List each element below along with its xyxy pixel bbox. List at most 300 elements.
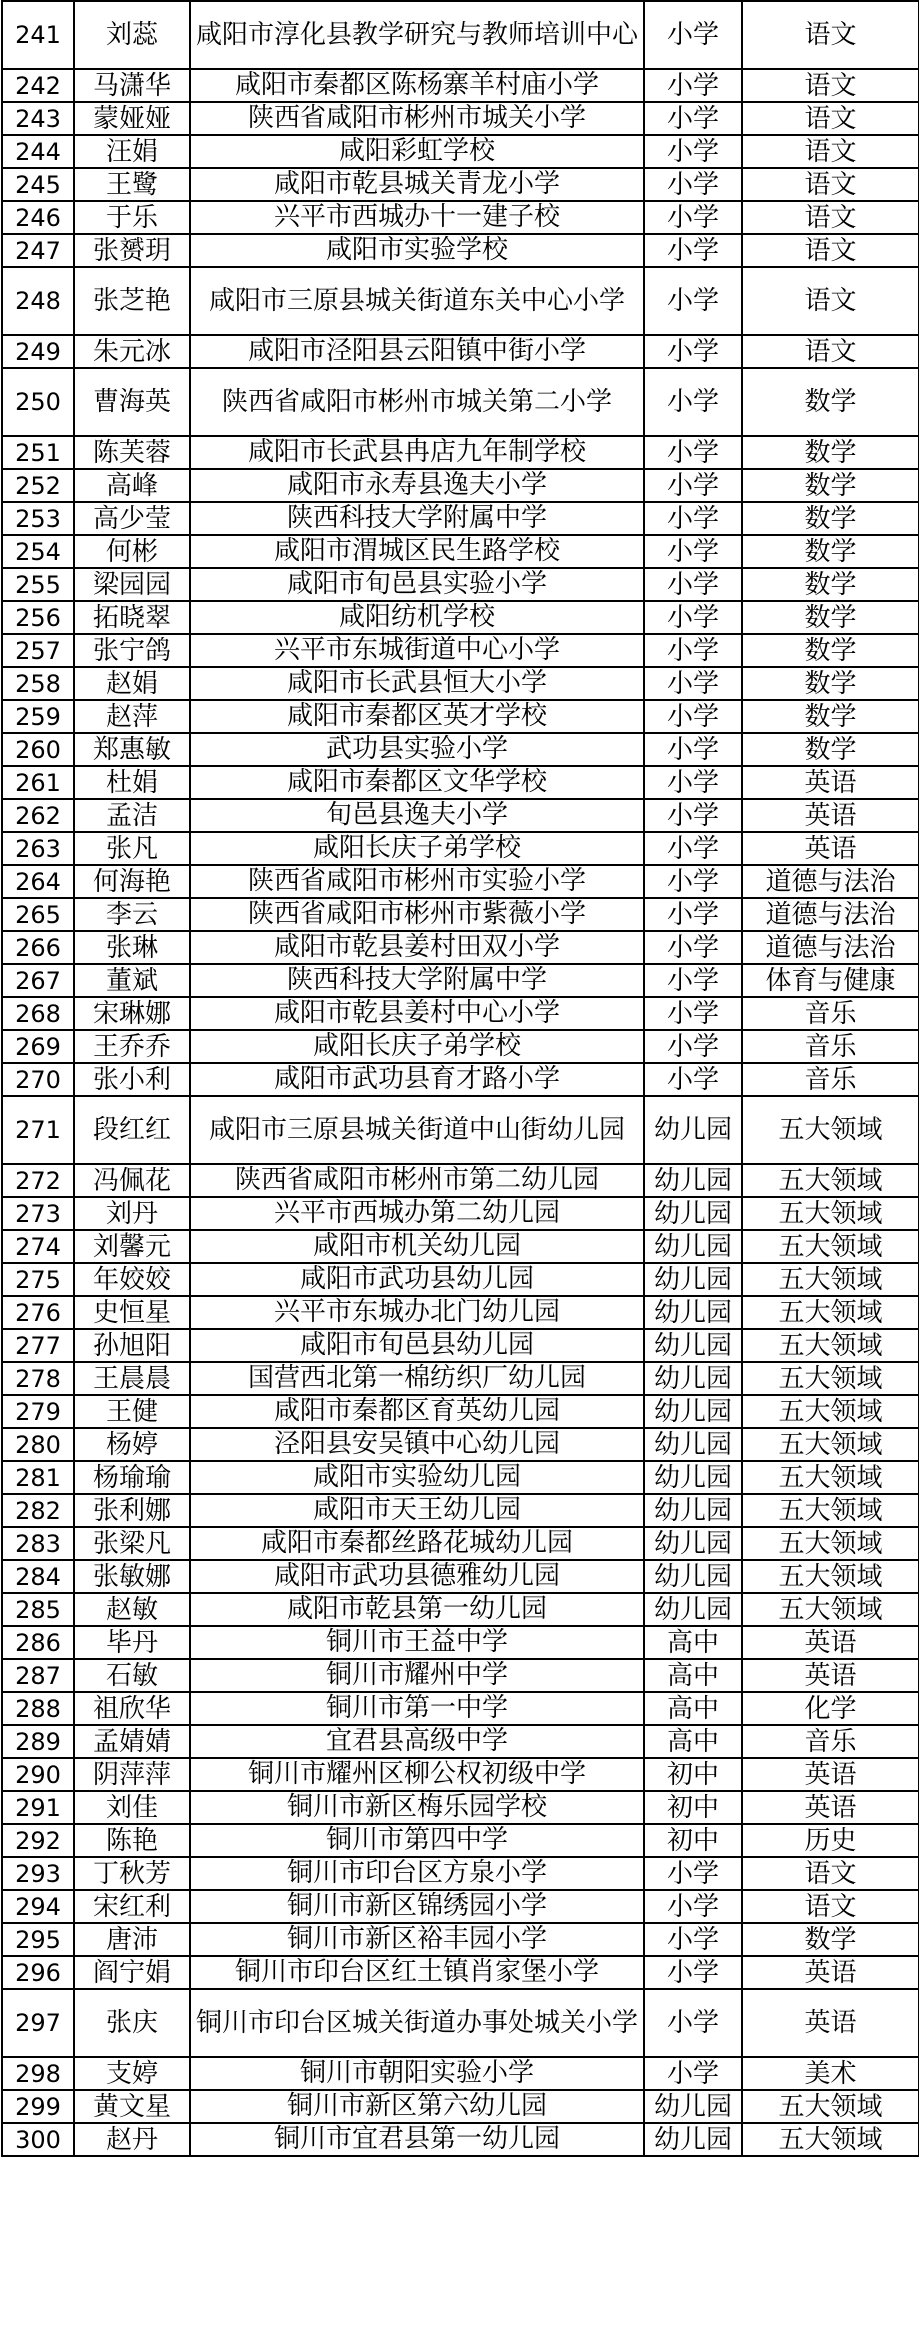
school-level-cell: 小学 [644, 436, 742, 469]
school-level-cell: 小学 [644, 335, 742, 368]
table-row [2, 1626, 919, 1659]
subject-cell: 五大领域 [742, 1428, 919, 1461]
table-row [2, 1791, 919, 1824]
school-name-cell: 兴平市东城办北门幼儿园 [190, 1296, 644, 1329]
subject-cell: 英语 [742, 1989, 919, 2057]
table-row [2, 535, 919, 568]
school-name-cell: 泾阳县安吴镇中心幼儿园 [190, 1428, 644, 1461]
table-row [2, 1857, 919, 1890]
subject-cell: 语文 [742, 335, 919, 368]
subject-cell: 语文 [742, 1857, 919, 1890]
subject-cell: 语文 [742, 168, 919, 201]
school-level-cell: 幼儿园 [644, 2090, 742, 2123]
table-row [2, 69, 919, 102]
row-number-cell: 277 [2, 1329, 74, 1362]
table-row [2, 964, 919, 997]
school-level-cell: 小学 [644, 469, 742, 502]
school-name-cell: 陕西省咸阳市彬州市城关小学 [190, 102, 644, 135]
table-body [2, 1, 919, 2156]
table-row [2, 1725, 919, 1758]
teacher-name-cell: 杜娟 [74, 766, 190, 799]
school-name-cell: 铜川市新区锦绣园小学 [190, 1890, 644, 1923]
school-name-cell: 咸阳市泾阳县云阳镇中街小学 [190, 335, 644, 368]
teacher-name-cell: 赵萍 [74, 700, 190, 733]
row-number-cell: 243 [2, 102, 74, 135]
table-row [2, 1, 919, 69]
school-level-cell: 小学 [644, 634, 742, 667]
row-number-cell: 257 [2, 634, 74, 667]
table-row [2, 267, 919, 335]
school-name-cell: 陕西科技大学附属中学 [190, 502, 644, 535]
subject-cell: 语文 [742, 267, 919, 335]
table-row [2, 2123, 919, 2156]
row-number-cell: 295 [2, 1923, 74, 1956]
table-row [2, 733, 919, 766]
school-name-cell: 咸阳长庆子弟学校 [190, 832, 644, 865]
row-number-cell: 250 [2, 368, 74, 436]
subject-cell: 英语 [742, 766, 919, 799]
school-level-cell: 小学 [644, 997, 742, 1030]
subject-cell: 数学 [742, 667, 919, 700]
teacher-name-cell: 张凡 [74, 832, 190, 865]
subject-cell: 道德与法治 [742, 865, 919, 898]
subject-cell: 五大领域 [742, 1527, 919, 1560]
row-number-cell: 278 [2, 1362, 74, 1395]
subject-cell: 五大领域 [742, 1593, 919, 1626]
teacher-name-cell: 高峰 [74, 469, 190, 502]
teacher-name-cell: 陈艳 [74, 1824, 190, 1857]
row-number-cell: 244 [2, 135, 74, 168]
table-row [2, 1890, 919, 1923]
school-level-cell: 小学 [644, 1030, 742, 1063]
row-number-cell: 290 [2, 1758, 74, 1791]
school-level-cell: 小学 [644, 267, 742, 335]
subject-cell: 语文 [742, 102, 919, 135]
school-level-cell: 小学 [644, 1063, 742, 1096]
table-row [2, 1560, 919, 1593]
row-number-cell: 291 [2, 1791, 74, 1824]
school-level-cell: 高中 [644, 1725, 742, 1758]
table-row [2, 234, 919, 267]
school-name-cell: 武功县实验小学 [190, 733, 644, 766]
teacher-name-cell: 张宁鸽 [74, 634, 190, 667]
school-level-cell: 小学 [644, 1890, 742, 1923]
teacher-name-cell: 王鹭 [74, 168, 190, 201]
school-name-cell: 咸阳纺机学校 [190, 601, 644, 634]
subject-cell: 五大领域 [742, 1296, 919, 1329]
row-number-cell: 264 [2, 865, 74, 898]
teacher-name-cell: 张敏娜 [74, 1560, 190, 1593]
row-number-cell: 252 [2, 469, 74, 502]
teacher-name-cell: 汪娟 [74, 135, 190, 168]
subject-cell: 五大领域 [742, 1362, 919, 1395]
school-name-cell: 咸阳市武功县育才路小学 [190, 1063, 644, 1096]
teacher-name-cell: 王乔乔 [74, 1030, 190, 1063]
teacher-name-cell: 张赟玥 [74, 234, 190, 267]
row-number-cell: 275 [2, 1263, 74, 1296]
teacher-name-cell: 郑惠敏 [74, 733, 190, 766]
school-name-cell: 咸阳市实验学校 [190, 234, 644, 267]
teacher-name-cell: 段红红 [74, 1096, 190, 1164]
row-number-cell: 279 [2, 1395, 74, 1428]
subject-cell: 数学 [742, 368, 919, 436]
school-name-cell: 铜川市朝阳实验小学 [190, 2057, 644, 2090]
row-number-cell: 298 [2, 2057, 74, 2090]
table-row [2, 1428, 919, 1461]
school-name-cell: 铜川市新区裕丰园小学 [190, 1923, 644, 1956]
table-row [2, 832, 919, 865]
school-level-cell: 初中 [644, 1824, 742, 1857]
subject-cell: 五大领域 [742, 1164, 919, 1197]
school-level-cell: 小学 [644, 1857, 742, 1890]
row-number-cell: 285 [2, 1593, 74, 1626]
table-row [2, 1824, 919, 1857]
row-number-cell: 283 [2, 1527, 74, 1560]
table-row [2, 168, 919, 201]
table-row [2, 335, 919, 368]
row-number-cell: 253 [2, 502, 74, 535]
subject-cell: 道德与法治 [742, 931, 919, 964]
school-level-cell: 小学 [644, 766, 742, 799]
row-number-cell: 289 [2, 1725, 74, 1758]
school-name-cell: 铜川市新区第六幼儿园 [190, 2090, 644, 2123]
school-name-cell: 咸阳市机关幼儿园 [190, 1230, 644, 1263]
subject-cell: 历史 [742, 1824, 919, 1857]
table-row [2, 865, 919, 898]
school-level-cell: 小学 [644, 865, 742, 898]
row-number-cell: 256 [2, 601, 74, 634]
subject-cell: 英语 [742, 1758, 919, 1791]
school-level-cell: 初中 [644, 1758, 742, 1791]
teacher-name-cell: 曹海英 [74, 368, 190, 436]
teacher-name-cell: 张琳 [74, 931, 190, 964]
row-number-cell: 247 [2, 234, 74, 267]
table-row [2, 1063, 919, 1096]
school-name-cell: 铜川市第四中学 [190, 1824, 644, 1857]
school-level-cell: 幼儿园 [644, 1329, 742, 1362]
school-name-cell: 咸阳市乾县姜村中心小学 [190, 997, 644, 1030]
school-name-cell: 咸阳市渭城区民生路学校 [190, 535, 644, 568]
school-level-cell: 幼儿园 [644, 1428, 742, 1461]
table-row [2, 667, 919, 700]
school-level-cell: 小学 [644, 368, 742, 436]
table-row [2, 1096, 919, 1164]
teacher-name-cell: 阎宁娟 [74, 1956, 190, 1989]
teacher-name-cell: 张芝艳 [74, 267, 190, 335]
school-name-cell: 铜川市新区梅乐园学校 [190, 1791, 644, 1824]
table-row [2, 1659, 919, 1692]
school-name-cell: 咸阳市武功县德雅幼儿园 [190, 1560, 644, 1593]
row-number-cell: 251 [2, 436, 74, 469]
subject-cell: 英语 [742, 1791, 919, 1824]
school-name-cell: 兴平市东城街道中心小学 [190, 634, 644, 667]
teacher-name-cell: 张利娜 [74, 1494, 190, 1527]
table-row [2, 201, 919, 234]
teacher-name-cell: 李云 [74, 898, 190, 931]
school-name-cell: 咸阳市永寿县逸夫小学 [190, 469, 644, 502]
subject-cell: 英语 [742, 1626, 919, 1659]
school-name-cell: 咸阳市实验幼儿园 [190, 1461, 644, 1494]
school-level-cell: 初中 [644, 1791, 742, 1824]
subject-cell: 数学 [742, 733, 919, 766]
subject-cell: 五大领域 [742, 1329, 919, 1362]
school-name-cell: 陕西省咸阳市彬州市城关第二小学 [190, 368, 644, 436]
row-number-cell: 294 [2, 1890, 74, 1923]
table-row [2, 2057, 919, 2090]
school-level-cell: 幼儿园 [644, 2123, 742, 2156]
table-row [2, 1461, 919, 1494]
school-level-cell: 幼儿园 [644, 1527, 742, 1560]
row-number-cell: 260 [2, 733, 74, 766]
table-row [2, 502, 919, 535]
row-number-cell: 249 [2, 335, 74, 368]
school-level-cell: 小学 [644, 733, 742, 766]
school-level-cell: 小学 [644, 964, 742, 997]
table-row [2, 1494, 919, 1527]
teacher-name-cell: 宋琳娜 [74, 997, 190, 1030]
row-number-cell: 263 [2, 832, 74, 865]
school-level-cell: 高中 [644, 1626, 742, 1659]
subject-cell: 五大领域 [742, 1230, 919, 1263]
school-level-cell: 小学 [644, 2057, 742, 2090]
teacher-name-cell: 马潇华 [74, 69, 190, 102]
row-number-cell: 282 [2, 1494, 74, 1527]
subject-cell: 英语 [742, 1956, 919, 1989]
school-name-cell: 咸阳长庆子弟学校 [190, 1030, 644, 1063]
table-row [2, 1956, 919, 1989]
school-level-cell: 小学 [644, 201, 742, 234]
teacher-name-cell: 杨瑜瑜 [74, 1461, 190, 1494]
school-name-cell: 陕西省咸阳市彬州市第二幼儿园 [190, 1164, 644, 1197]
subject-cell: 五大领域 [742, 2090, 919, 2123]
school-level-cell: 小学 [644, 832, 742, 865]
school-level-cell: 高中 [644, 1692, 742, 1725]
subject-cell: 数学 [742, 502, 919, 535]
teacher-name-cell: 陈芙蓉 [74, 436, 190, 469]
table-row [2, 898, 919, 931]
school-level-cell: 小学 [644, 799, 742, 832]
subject-cell: 英语 [742, 1659, 919, 1692]
school-level-cell: 幼儿园 [644, 1197, 742, 1230]
subject-cell: 美术 [742, 2057, 919, 2090]
row-number-cell: 272 [2, 1164, 74, 1197]
school-level-cell: 小学 [644, 568, 742, 601]
teacher-name-cell: 张小利 [74, 1063, 190, 1096]
row-number-cell: 300 [2, 2123, 74, 2156]
school-level-cell: 幼儿园 [644, 1296, 742, 1329]
school-level-cell: 小学 [644, 601, 742, 634]
teacher-name-cell: 王健 [74, 1395, 190, 1428]
subject-cell: 数学 [742, 1923, 919, 1956]
row-number-cell: 246 [2, 201, 74, 234]
teacher-name-cell: 王晨晨 [74, 1362, 190, 1395]
row-number-cell: 297 [2, 1989, 74, 2057]
school-name-cell: 咸阳市三原县城关街道中山街幼儿园 [190, 1096, 644, 1164]
school-name-cell: 咸阳市乾县第一幼儿园 [190, 1593, 644, 1626]
subject-cell: 五大领域 [742, 1560, 919, 1593]
teacher-name-cell: 赵娟 [74, 667, 190, 700]
subject-cell: 语文 [742, 234, 919, 267]
subject-cell: 化学 [742, 1692, 919, 1725]
row-number-cell: 296 [2, 1956, 74, 1989]
subject-cell: 数学 [742, 700, 919, 733]
school-level-cell: 幼儿园 [644, 1593, 742, 1626]
school-name-cell: 铜川市印台区方泉小学 [190, 1857, 644, 1890]
row-number-cell: 255 [2, 568, 74, 601]
subject-cell: 英语 [742, 832, 919, 865]
row-number-cell: 276 [2, 1296, 74, 1329]
school-level-cell: 小学 [644, 931, 742, 964]
school-name-cell: 咸阳市长武县恒大小学 [190, 667, 644, 700]
teacher-name-cell: 刘蕊 [74, 1, 190, 69]
school-name-cell: 铜川市印台区城关街道办事处城关小学 [190, 1989, 644, 2057]
teacher-name-cell: 赵敏 [74, 1593, 190, 1626]
table-row [2, 469, 919, 502]
table-row [2, 601, 919, 634]
school-level-cell: 幼儿园 [644, 1164, 742, 1197]
table-row [2, 997, 919, 1030]
table-row [2, 1296, 919, 1329]
subject-cell: 五大领域 [742, 1461, 919, 1494]
school-level-cell: 小学 [644, 234, 742, 267]
school-level-cell: 小学 [644, 667, 742, 700]
row-number-cell: 286 [2, 1626, 74, 1659]
school-level-cell: 幼儿园 [644, 1395, 742, 1428]
school-level-cell: 幼儿园 [644, 1096, 742, 1164]
subject-cell: 音乐 [742, 1030, 919, 1063]
row-number-cell: 259 [2, 700, 74, 733]
table-row [2, 1758, 919, 1791]
teacher-name-cell: 张梁凡 [74, 1527, 190, 1560]
table-row [2, 2090, 919, 2123]
school-name-cell: 咸阳市秦都区文华学校 [190, 766, 644, 799]
subject-cell: 语文 [742, 201, 919, 234]
subject-cell: 英语 [742, 799, 919, 832]
subject-cell: 数学 [742, 634, 919, 667]
teacher-list-table [1, 0, 919, 2157]
row-number-cell: 266 [2, 931, 74, 964]
teacher-name-cell: 阴萍萍 [74, 1758, 190, 1791]
row-number-cell: 261 [2, 766, 74, 799]
school-name-cell: 陕西科技大学附属中学 [190, 964, 644, 997]
table-row [2, 931, 919, 964]
teacher-name-cell: 杨婷 [74, 1428, 190, 1461]
school-level-cell: 幼儿园 [644, 1494, 742, 1527]
table-row [2, 634, 919, 667]
school-name-cell: 陕西省咸阳市彬州市紫薇小学 [190, 898, 644, 931]
school-name-cell: 旬邑县逸夫小学 [190, 799, 644, 832]
school-level-cell: 幼儿园 [644, 1263, 742, 1296]
row-number-cell: 299 [2, 2090, 74, 2123]
school-name-cell: 咸阳市乾县城关青龙小学 [190, 168, 644, 201]
subject-cell: 五大领域 [742, 1494, 919, 1527]
teacher-name-cell: 刘丹 [74, 1197, 190, 1230]
teacher-name-cell: 祖欣华 [74, 1692, 190, 1725]
row-number-cell: 287 [2, 1659, 74, 1692]
row-number-cell: 248 [2, 267, 74, 335]
school-level-cell: 幼儿园 [644, 1560, 742, 1593]
school-level-cell: 小学 [644, 535, 742, 568]
table-row [2, 135, 919, 168]
subject-cell: 道德与法治 [742, 898, 919, 931]
school-name-cell: 陕西省咸阳市彬州市实验小学 [190, 865, 644, 898]
subject-cell: 数学 [742, 535, 919, 568]
school-name-cell: 咸阳市秦都丝路花城幼儿园 [190, 1527, 644, 1560]
subject-cell: 五大领域 [742, 2123, 919, 2156]
table-row [2, 1923, 919, 1956]
row-number-cell: 273 [2, 1197, 74, 1230]
school-name-cell: 咸阳市长武县冉店九年制学校 [190, 436, 644, 469]
subject-cell: 五大领域 [742, 1096, 919, 1164]
school-name-cell: 咸阳市乾县姜村田双小学 [190, 931, 644, 964]
teacher-name-cell: 支婷 [74, 2057, 190, 2090]
row-number-cell: 241 [2, 1, 74, 69]
school-level-cell: 幼儿园 [644, 1362, 742, 1395]
row-number-cell: 271 [2, 1096, 74, 1164]
school-level-cell: 幼儿园 [644, 1461, 742, 1494]
table-row [2, 1692, 919, 1725]
table-row [2, 1263, 919, 1296]
school-level-cell: 小学 [644, 168, 742, 201]
teacher-name-cell: 赵丹 [74, 2123, 190, 2156]
teacher-name-cell: 黄文星 [74, 2090, 190, 2123]
school-name-cell: 宜君县高级中学 [190, 1725, 644, 1758]
subject-cell: 数学 [742, 436, 919, 469]
teacher-name-cell: 蒙娅娅 [74, 102, 190, 135]
table-row [2, 1989, 919, 2057]
school-level-cell: 小学 [644, 700, 742, 733]
table-row [2, 1230, 919, 1263]
school-name-cell: 咸阳市淳化县教学研究与教师培训中心 [190, 1, 644, 69]
teacher-name-cell: 何海艳 [74, 865, 190, 898]
subject-cell: 语文 [742, 135, 919, 168]
row-number-cell: 274 [2, 1230, 74, 1263]
table-row [2, 102, 919, 135]
row-number-cell: 245 [2, 168, 74, 201]
school-name-cell: 咸阳市旬邑县幼儿园 [190, 1329, 644, 1362]
teacher-name-cell: 张庆 [74, 1989, 190, 2057]
school-name-cell: 咸阳市天王幼儿园 [190, 1494, 644, 1527]
school-level-cell: 小学 [644, 135, 742, 168]
table-row [2, 1593, 919, 1626]
row-number-cell: 292 [2, 1824, 74, 1857]
school-name-cell: 咸阳市秦都区育英幼儿园 [190, 1395, 644, 1428]
teacher-name-cell: 冯佩花 [74, 1164, 190, 1197]
teacher-name-cell: 宋红利 [74, 1890, 190, 1923]
school-level-cell: 小学 [644, 898, 742, 931]
school-name-cell: 铜川市耀州区柳公权初级中学 [190, 1758, 644, 1791]
school-level-cell: 小学 [644, 502, 742, 535]
subject-cell: 数学 [742, 469, 919, 502]
teacher-name-cell: 董斌 [74, 964, 190, 997]
row-number-cell: 262 [2, 799, 74, 832]
row-number-cell: 258 [2, 667, 74, 700]
teacher-name-cell: 孟婧婧 [74, 1725, 190, 1758]
table-row [2, 1362, 919, 1395]
row-number-cell: 284 [2, 1560, 74, 1593]
row-number-cell: 242 [2, 69, 74, 102]
school-level-cell: 小学 [644, 1989, 742, 2057]
subject-cell: 音乐 [742, 997, 919, 1030]
school-level-cell: 幼儿园 [644, 1230, 742, 1263]
teacher-name-cell: 石敏 [74, 1659, 190, 1692]
teacher-name-cell: 于乐 [74, 201, 190, 234]
subject-cell: 体育与健康 [742, 964, 919, 997]
row-number-cell: 288 [2, 1692, 74, 1725]
row-number-cell: 269 [2, 1030, 74, 1063]
teacher-name-cell: 高少莹 [74, 502, 190, 535]
table-row [2, 766, 919, 799]
